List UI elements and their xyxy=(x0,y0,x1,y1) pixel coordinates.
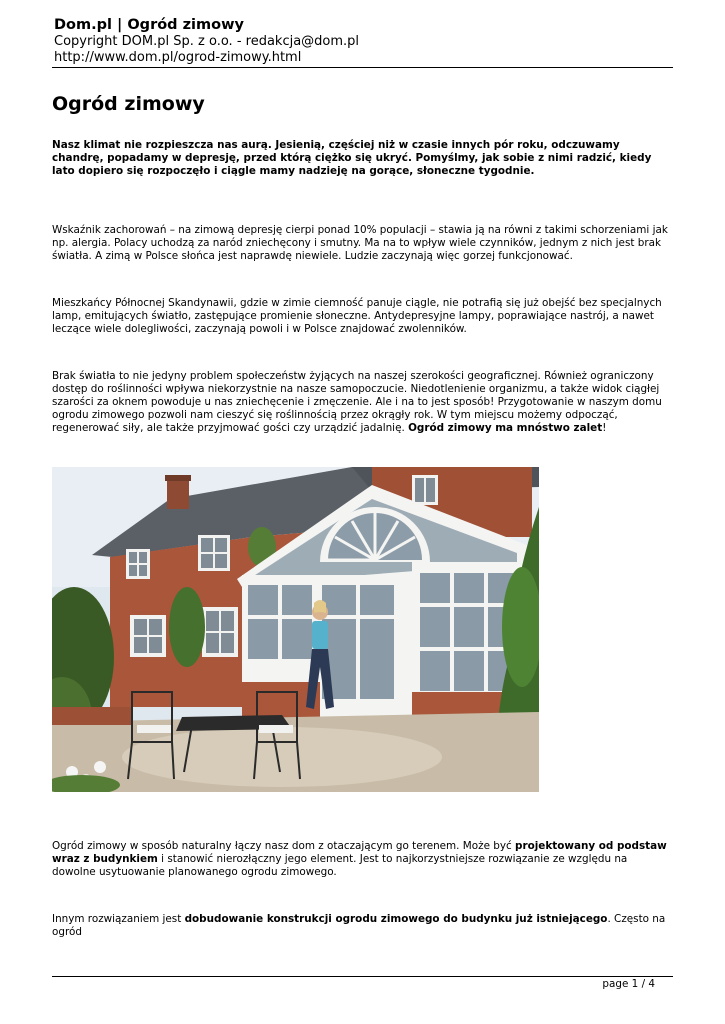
paragraph-scandinavia-lamps: Mieszkańcy Północnej Skandynawii, gdzie w zimie ciemność panuje ciągle, nie potrafią się już obejść bez specjalnych lamp, emitujących światło, zastępujące promienie słoneczne. Antydepresyjne lampy, poprawiające nastrój, a nawet leczące wiele dolegliwości, zaczynają powoli i w Polsce znajdować zwolenników. xyxy=(52,297,662,335)
paragraph-end: . Często na ogród xyxy=(52,913,666,938)
highlight-advantages: Ogród zimowy ma mnóstwo zalet xyxy=(408,422,603,434)
page-number: page 1 / 4 xyxy=(602,978,655,990)
paragraph-depression-stats: Wskaźnik zachorowań – na zimową depresję cierpi ponad 10% populacji – stawia ją na równi z takimi schorzeniami jak np. alergia. Polacy uchodzą za naród zniechęcony i smutny. Ma na to wpływ wiele czynników, jednym z nich jest brak światła. A zimą w Polsce słońca jest naprawdę niewiele. Ludzie zaczynają więc gorzej funkcjonować. xyxy=(52,224,668,262)
footer-divider xyxy=(52,976,673,977)
paragraph-lack-of-light xyxy=(52,370,673,435)
paragraph-text: Ogród zimowy w sposób naturalny łączy nasz dom z otaczającym go terenem. Może być xyxy=(52,840,516,852)
header-divider xyxy=(52,67,673,68)
copyright-line: Copyright DOM.pl Sp. z o.o. - redakcja@dom.pl xyxy=(54,34,360,49)
paragraph-end: ! xyxy=(602,422,607,434)
highlight-extension: dobudowanie konstrukcji ogrodu zimowego do budynku już istniejącego xyxy=(184,913,608,925)
paragraph-text: Innym rozwiązaniem jest xyxy=(52,913,185,925)
highlight-designed-with-building: projektowany od podstaw wraz z budynkiem xyxy=(52,840,667,865)
article-lead: Nasz klimat nie rozpieszcza nas aurą. Jesienią, częściej niż w czasie innych pór roku, odczuwamy chandrę, popadamy w depresję, przed którą ciężko się ukryć. Pomyślmy, jak sobie z nimi radzić, kiedy lato dopiero się rozpoczęło i ciągle mamy nadzieję na gorące, słoneczne tygodnie. xyxy=(52,139,652,177)
conservatory-photo xyxy=(52,467,539,792)
site-title: Dom.pl | Ogród zimowy xyxy=(54,17,244,33)
paragraph-end: i stanowić nierozłączny jego element. Jest to najkorzystniejsze rozwiązanie ze względu na dowolne usytuowanie planowanego ogrodu zimowego. xyxy=(52,853,628,878)
document-header xyxy=(54,16,674,66)
paragraph-text: Brak światła to nie jedyny problem społeczeństw żyjących na naszej szerokości geograficznej. Również ograniczony dostęp do roślinności wpływa niekorzystnie na nasze samopoczucie. Niedotlenienie organizmu, a także widok ciągłej szarości za oknem powoduje u nas zniechęcenie i zmęczenie. Ale i na to jest sposób! Przygotowanie w naszym domu ogrodu zimowego pozwoli nam cieszyć się roślinnością przez okrągły rok. W tym miejscu możemy odpocząć, regenerować siły, ale także przyjmować gości czy urządzić jadalnię. xyxy=(52,370,662,434)
paragraph-extension xyxy=(52,913,673,939)
paragraph-integrated-design xyxy=(52,840,673,879)
source-url[interactable]: http://www.dom.pl/ogrod-zimowy.html xyxy=(54,50,302,65)
article-title: Ogród zimowy xyxy=(52,93,205,115)
conservatory-illustration xyxy=(52,467,539,792)
